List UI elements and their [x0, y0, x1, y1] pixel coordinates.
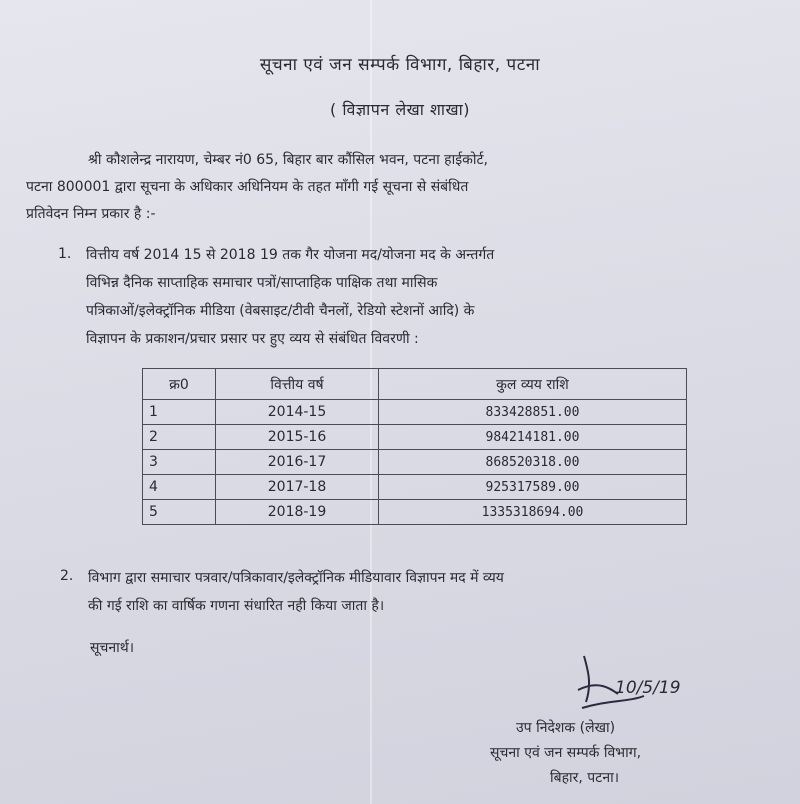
- point-1-line-3: पत्रिकाओं/इलेक्ट्रॉनिक मीडिया (वेबसाइट/टीवी चैनलों, रेडियो स्टेशनों आदि) के: [86, 303, 475, 319]
- row-amount: 984214181.00: [379, 425, 687, 450]
- signatory-designation: उप निदेशक (लेखा): [516, 720, 616, 736]
- col-amount-header: कुल व्यय राशि: [379, 369, 687, 400]
- table-row: [143, 400, 687, 425]
- col-year-header: वित्तीय वर्ष: [216, 369, 379, 400]
- row-serial: 1: [143, 400, 216, 425]
- signatory-department: सूचना एवं जन सम्पर्क विभाग,: [490, 745, 642, 761]
- table-row: [143, 500, 687, 525]
- point-1-line-2: विभिन्न दैनिक साप्ताहिक समाचार पत्रों/साप्ताहिक पाक्षिक तथा मासिक: [86, 275, 438, 291]
- table-header-row: [143, 369, 687, 400]
- row-amount: 868520318.00: [379, 450, 687, 475]
- signature-date: 10/5/19: [615, 678, 681, 698]
- row-amount: 833428851.00: [379, 400, 687, 425]
- expenditure-table: [142, 368, 687, 525]
- point-2-line-2: की गई राशि का वार्षिक गणना संधारित नही किया जाता है।: [88, 598, 385, 614]
- point-1-line-1: वित्तीय वर्ष 2014 15 से 2018 19 तक गैर योजना मद/योजना मद के अन्तर्गत: [86, 247, 495, 263]
- table-row: [143, 425, 687, 450]
- table-row: [143, 450, 687, 475]
- row-year: 2018-19: [216, 500, 379, 525]
- closing-text: सूचनार्थ।: [90, 640, 135, 656]
- intro-line-2: पटना 800001 द्वारा सूचना के अधिकार अधिनियम के तहत माँगी गई सूचना से संबंधित: [26, 179, 469, 195]
- row-year: 2017-18: [216, 475, 379, 500]
- point-2-line-1: विभाग द्वारा समाचार पत्रवार/पत्रिकावार/इलेक्ट्रॉनिक मीडियावार विज्ञापन मद में व्यय: [88, 570, 504, 586]
- section-title: ( विज्ञापन लेखा शाखा): [330, 100, 470, 119]
- row-amount: 925317589.00: [379, 475, 687, 500]
- signatory-location: बिहार, पटना।: [550, 770, 620, 786]
- point-1-number: 1.: [58, 246, 72, 262]
- table-row: [143, 475, 687, 500]
- row-serial: 3: [143, 450, 216, 475]
- row-year: 2015-16: [216, 425, 379, 450]
- row-serial: 5: [143, 500, 216, 525]
- row-year: 2016-17: [216, 450, 379, 475]
- row-serial: 4: [143, 475, 216, 500]
- intro-line-3: प्रतिवेदन निम्न प्रकार है :-: [26, 206, 156, 222]
- row-serial: 2: [143, 425, 216, 450]
- point-1-line-4: विज्ञापन के प्रकाशन/प्रचार प्रसार पर हुए व्यय से संबंधित विवरणी :: [86, 331, 419, 347]
- row-amount: 1335318694.00: [379, 500, 687, 525]
- point-2-number: 2.: [60, 568, 74, 584]
- row-year: 2014-15: [216, 400, 379, 425]
- col-serial-header: क्र0: [143, 369, 216, 400]
- department-title: सूचना एवं जन सम्पर्क विभाग, बिहार, पटना: [259, 55, 541, 75]
- intro-line-1: श्री कौशलेन्द्र नारायण, चेम्बर नं0 65, बिहार बार कौंसिल भवन, पटना हाईकोर्ट,: [88, 152, 488, 168]
